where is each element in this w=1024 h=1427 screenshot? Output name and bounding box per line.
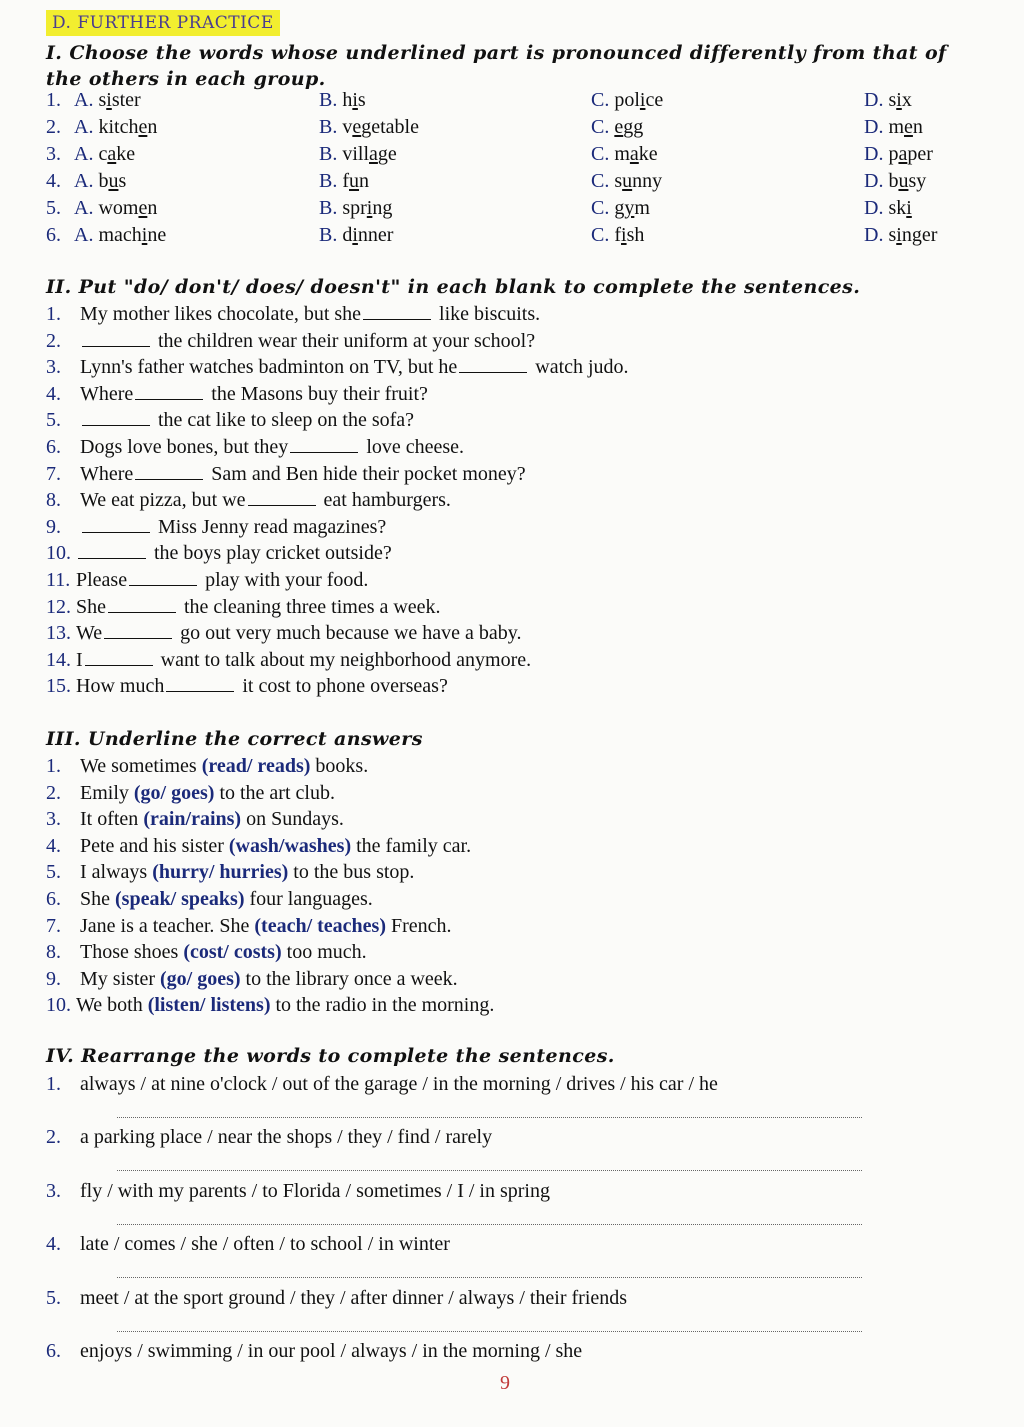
answer-options[interactable]: (rain/rains) xyxy=(143,808,242,831)
rearrange-item xyxy=(46,1126,492,1149)
choice-option[interactable]: D. ski xyxy=(864,197,912,219)
choice-option[interactable]: A. machine xyxy=(74,224,167,246)
blank-sentence xyxy=(46,383,428,406)
choice-sentence xyxy=(46,915,452,938)
choice-sentence xyxy=(46,861,414,884)
word-list: always / at nine o'clock / out of the garage / in the morning / drives / his car / he xyxy=(80,1073,718,1095)
blank-sentence xyxy=(46,489,451,512)
choice-option[interactable]: A. cake xyxy=(74,143,136,165)
sentence-end: the children wear their uniform at your school? xyxy=(158,329,536,352)
underlined-sound: u xyxy=(622,170,633,192)
sentence-start: Please xyxy=(76,569,128,591)
choice-sentence xyxy=(46,782,335,805)
option-letter: B. xyxy=(319,143,343,165)
item-number: 4. xyxy=(46,1233,61,1256)
row-number: 6. xyxy=(46,224,61,246)
underlined-sound: i xyxy=(896,224,902,246)
choice-row xyxy=(46,197,986,223)
sentence-end: Miss Jenny read magazines? xyxy=(158,515,387,538)
section2-title: II. Put "do/ don't/ does/ doesn't" in each blank to complete the sentences. xyxy=(46,276,861,298)
blank-sentence xyxy=(46,542,392,565)
choice-row xyxy=(46,170,986,196)
sentence-start: I always xyxy=(80,861,153,884)
sentence-start: Emily xyxy=(80,781,134,804)
word-list: meet / at the sport ground / they / after dinner / always / their friends xyxy=(80,1286,628,1309)
blank-sentence xyxy=(46,303,540,326)
option-letter: D. xyxy=(864,224,889,246)
underlined-sound: i xyxy=(896,89,902,111)
item-number: 7. xyxy=(46,914,61,937)
sentence-start: We both xyxy=(76,994,148,1017)
answer-blank[interactable] xyxy=(82,518,150,533)
answer-options[interactable]: (hurry/ hurries) xyxy=(152,861,289,884)
item-number: 3. xyxy=(46,356,61,379)
answer-line[interactable] xyxy=(117,1170,862,1171)
answer-line[interactable] xyxy=(117,1117,862,1118)
answer-blank[interactable] xyxy=(363,305,431,320)
item-number: 3. xyxy=(46,808,61,831)
sentence-end: the boys play cricket outside? xyxy=(154,542,392,565)
item-number: 5. xyxy=(46,1286,61,1309)
choice-sentence xyxy=(46,888,373,911)
item-number: 6. xyxy=(46,436,61,458)
answer-blank[interactable] xyxy=(166,677,234,692)
item-number: 8. xyxy=(46,941,61,964)
sentence-end: the cleaning three times a week. xyxy=(184,595,441,618)
sentence-end: four languages. xyxy=(244,888,373,910)
option-letter: C. xyxy=(591,89,615,111)
sentence-start: How much xyxy=(76,675,165,698)
blank-sentence xyxy=(46,622,522,645)
underlined-sound: a xyxy=(629,143,639,165)
item-number: 1. xyxy=(46,303,61,325)
item-number: 6. xyxy=(46,888,61,910)
underlined-sound: a xyxy=(898,143,908,165)
option-letter: A. xyxy=(74,143,99,165)
underlined-sound: i xyxy=(141,224,148,246)
row-number: 1. xyxy=(46,89,61,111)
option-letter: B. xyxy=(319,197,343,219)
blank-sentence xyxy=(46,409,414,432)
choice-option[interactable]: A. bus xyxy=(74,170,127,192)
choice-option[interactable]: A. sister xyxy=(74,89,141,111)
sentence-start: Those shoes xyxy=(80,941,184,964)
underlined-sound: y xyxy=(624,197,635,219)
option-letter: C. xyxy=(591,170,615,192)
sentence-end: to the bus stop. xyxy=(288,861,415,884)
sentence-end: French. xyxy=(386,914,452,937)
sentence-end: the Masons buy their fruit? xyxy=(211,382,428,405)
choice-option[interactable]: D. paper xyxy=(864,143,933,165)
sentence-start: Lynn's father watches badminton on TV, but he xyxy=(80,356,458,379)
choice-option[interactable]: C. gym xyxy=(591,197,650,219)
answer-line[interactable] xyxy=(117,1331,862,1332)
answer-options[interactable]: (listen/ listens) xyxy=(147,994,271,1017)
sentence-end: on Sundays. xyxy=(241,808,344,831)
choice-option[interactable]: C. police xyxy=(591,89,664,111)
choice-option[interactable]: A. kitchen xyxy=(74,116,158,138)
underlined-sound: e xyxy=(138,116,148,138)
option-letter: D. xyxy=(864,197,889,219)
choice-sentence xyxy=(46,808,344,831)
section3-title: III. Underline the correct answers xyxy=(46,728,423,750)
section-banner: D. FURTHER PRACTICE xyxy=(46,10,280,36)
answer-options[interactable]: (wash/washes) xyxy=(228,834,352,857)
choice-option[interactable]: D. busy xyxy=(864,170,927,192)
item-number: 2. xyxy=(46,1126,61,1149)
answer-options[interactable]: (go/ goes) xyxy=(133,781,215,804)
rearrange-item xyxy=(46,1180,550,1203)
underlined-sound: i xyxy=(106,89,112,111)
underlined-sound: i xyxy=(906,197,912,219)
sentence-end: like biscuits. xyxy=(439,303,541,325)
answer-options[interactable]: (cost/ costs) xyxy=(183,941,282,964)
option-letter: A. xyxy=(74,116,99,138)
answer-line[interactable] xyxy=(117,1224,862,1225)
choice-row xyxy=(46,116,986,142)
sentence-start: Where xyxy=(80,462,134,485)
option-letter: D. xyxy=(864,143,889,165)
sentence-end: the family car. xyxy=(351,834,472,857)
item-number: 2. xyxy=(46,781,61,804)
sentence-start: My sister xyxy=(80,967,160,990)
choice-row xyxy=(46,89,986,115)
choice-option[interactable]: C. egg xyxy=(591,116,644,138)
sentence-start: We sometimes xyxy=(80,755,202,777)
answer-options[interactable]: (read/ reads) xyxy=(201,755,311,777)
choice-sentence xyxy=(46,941,367,964)
rearrange-item xyxy=(46,1287,627,1310)
choice-sentence xyxy=(46,755,368,778)
choice-option[interactable]: D. singer xyxy=(864,224,938,246)
underlined-sound: u xyxy=(349,170,360,192)
row-number: 2. xyxy=(46,116,61,138)
sentence-end: eat hamburgers. xyxy=(323,489,451,512)
underlined-sound: e xyxy=(138,197,148,219)
sentence-start: Pete and his sister xyxy=(80,834,229,857)
section4-title: IV. Rearrange the words to complete the sentences. xyxy=(46,1045,615,1067)
underlined-sound: i xyxy=(352,89,358,111)
option-letter: C. xyxy=(591,197,615,219)
choice-option[interactable]: C. make xyxy=(591,143,658,165)
answer-blank[interactable] xyxy=(459,358,527,373)
sentence-start: She xyxy=(76,595,106,618)
option-letter: D. xyxy=(864,89,889,111)
option-letter: A. xyxy=(74,197,99,219)
item-number: 1. xyxy=(46,755,61,777)
sentence-end: to the radio in the morning. xyxy=(270,994,495,1017)
item-number: 8. xyxy=(46,489,61,512)
item-number: 11. xyxy=(46,569,71,591)
sentence-end: want to talk about my neighborhood anymore. xyxy=(160,648,532,671)
option-letter: D. xyxy=(864,170,889,192)
item-number: 7. xyxy=(46,462,61,485)
item-number: 4. xyxy=(46,382,61,405)
choice-option[interactable]: C. sunny xyxy=(591,170,663,192)
sentence-end: it cost to phone overseas? xyxy=(242,675,448,698)
choice-option[interactable]: B. village xyxy=(319,143,397,165)
word-list: enjoys / swimming / in our pool / always / in the morning / she xyxy=(80,1340,583,1362)
word-list: a parking place / near the shops / they / find / rarely xyxy=(80,1126,493,1149)
choice-row xyxy=(46,224,986,250)
answer-blank[interactable] xyxy=(85,651,153,666)
blank-sentence xyxy=(46,463,526,486)
answer-blank[interactable] xyxy=(129,571,197,586)
underlined-sound: i xyxy=(639,89,646,111)
answer-blank[interactable] xyxy=(135,465,203,480)
answer-blank[interactable] xyxy=(135,385,203,400)
option-letter: B. xyxy=(319,116,343,138)
answer-options[interactable]: (go/ goes) xyxy=(160,967,241,990)
item-number: 3. xyxy=(46,1179,61,1202)
choice-row xyxy=(46,143,986,169)
item-number: 14. xyxy=(46,648,71,671)
blank-sentence xyxy=(46,596,441,619)
option-letter: C. xyxy=(591,143,615,165)
sentence-end: watch judo. xyxy=(535,356,629,379)
sentence-start: I xyxy=(76,648,83,671)
option-letter: A. xyxy=(74,224,99,246)
sentence-end: the cat like to sleep on the sofa? xyxy=(158,409,415,432)
sentence-start: Dogs love bones, but they xyxy=(80,436,289,458)
item-number: 10. xyxy=(46,994,71,1017)
choice-option[interactable]: C. fish xyxy=(591,224,645,246)
answer-options[interactable]: (speak/ speaks) xyxy=(115,888,245,910)
choice-option[interactable]: B. dinner xyxy=(319,224,394,246)
option-letter: B. xyxy=(319,224,343,246)
choice-option[interactable]: B. spring xyxy=(319,197,393,219)
answer-options[interactable]: (teach/ teaches) xyxy=(254,914,386,937)
underlined-sound: e xyxy=(352,116,362,138)
blank-sentence xyxy=(46,330,535,353)
word-list: fly / with my parents / to Florida / sometimes / I / in spring xyxy=(80,1179,550,1202)
answer-blank[interactable] xyxy=(82,411,150,426)
choice-option[interactable]: A. women xyxy=(74,197,158,219)
choice-sentence xyxy=(46,994,494,1017)
blank-sentence xyxy=(46,516,386,539)
option-letter: A. xyxy=(74,170,99,192)
page-number: 9 xyxy=(500,1372,510,1394)
choice-option[interactable]: B. fun xyxy=(319,170,370,192)
choice-option[interactable]: B. his xyxy=(319,89,366,111)
blank-sentence xyxy=(46,649,531,672)
sentence-start: She xyxy=(80,888,115,910)
choice-option[interactable]: B. vegetable xyxy=(319,116,419,138)
sentence-end: Sam and Ben hide their pocket money? xyxy=(211,462,526,485)
answer-blank[interactable] xyxy=(104,624,172,639)
word-list: late / comes / she / often / to school / in winter xyxy=(80,1233,450,1256)
sentence-end: too much. xyxy=(281,941,367,964)
item-number: 15. xyxy=(46,675,71,698)
row-number: 4. xyxy=(46,170,61,192)
answer-blank[interactable] xyxy=(78,544,146,559)
item-number: 2. xyxy=(46,329,61,352)
choice-option[interactable]: D. men xyxy=(864,116,923,138)
choice-sentence xyxy=(46,968,458,991)
item-number: 1. xyxy=(46,1073,61,1095)
underlined-sound: i xyxy=(352,224,358,246)
underlined-sound: i xyxy=(366,197,373,219)
option-letter: C. xyxy=(591,116,615,138)
row-number: 3. xyxy=(46,143,61,165)
choice-sentence xyxy=(46,835,471,858)
sentence-start: We xyxy=(76,622,103,645)
item-number: 10. xyxy=(46,542,71,565)
answer-blank[interactable] xyxy=(108,598,176,613)
rearrange-item xyxy=(46,1340,582,1363)
item-number: 5. xyxy=(46,861,61,884)
sentence-end: to the library once a week. xyxy=(240,967,458,990)
item-number: 12. xyxy=(46,595,71,618)
underlined-sound: e xyxy=(614,116,624,138)
underlined-sound: a xyxy=(369,143,378,165)
sentence-start: My mother likes chocolate, but she xyxy=(80,303,362,325)
row-number: 5. xyxy=(46,197,61,219)
item-number: 5. xyxy=(46,409,61,432)
option-letter: B. xyxy=(319,170,343,192)
option-letter: A. xyxy=(74,89,99,111)
item-number: 13. xyxy=(46,622,71,645)
sentence-start: Jane is a teacher. She xyxy=(80,914,255,937)
sentence-end: love cheese. xyxy=(366,436,465,458)
answer-blank[interactable] xyxy=(82,332,150,347)
underlined-sound: e xyxy=(904,116,913,138)
answer-blank[interactable] xyxy=(290,438,358,453)
option-letter: D. xyxy=(864,116,889,138)
blank-sentence xyxy=(46,436,464,459)
underlined-sound: u xyxy=(898,170,909,192)
blank-sentence xyxy=(46,569,368,592)
underlined-sound: a xyxy=(107,143,117,165)
option-letter: B. xyxy=(319,89,343,111)
sentence-end: go out very much because we have a baby. xyxy=(180,622,522,645)
sentence-end: books. xyxy=(310,755,369,777)
underlined-sound: i xyxy=(621,224,627,246)
option-letter: C. xyxy=(591,224,615,246)
item-number: 9. xyxy=(46,967,61,990)
section1-title: I. Choose the words whose underlined part is pronounced differently from that of the others in each group. xyxy=(46,42,947,90)
item-number: 4. xyxy=(46,834,61,857)
item-number: 6. xyxy=(46,1340,61,1362)
sentence-start: Where xyxy=(80,382,134,405)
sentence-end: play with your food. xyxy=(205,569,369,591)
sentence-end: to the art club. xyxy=(214,781,335,804)
choice-option[interactable]: D. six xyxy=(864,89,912,111)
rearrange-item xyxy=(46,1233,450,1256)
answer-blank[interactable] xyxy=(248,491,316,506)
item-number: 9. xyxy=(46,515,61,538)
answer-line[interactable] xyxy=(117,1277,862,1278)
sentence-start: It often xyxy=(80,808,144,831)
sentence-start: We eat pizza, but we xyxy=(80,489,246,512)
blank-sentence xyxy=(46,356,629,379)
rearrange-item xyxy=(46,1073,718,1096)
underlined-sound: u xyxy=(108,170,119,192)
blank-sentence xyxy=(46,675,448,698)
